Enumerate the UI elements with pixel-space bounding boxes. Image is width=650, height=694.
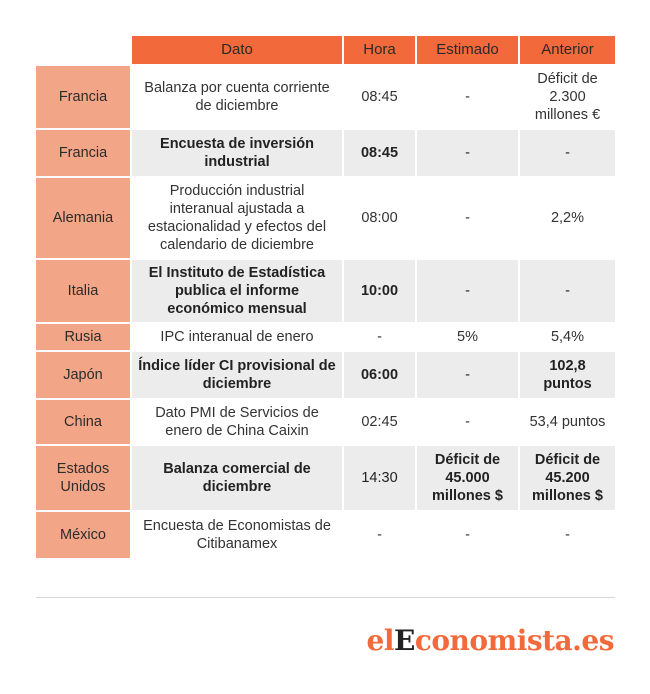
table-row — [36, 352, 615, 400]
header-dato: Dato — [132, 36, 344, 66]
table-row — [36, 324, 615, 352]
row-anterior: 53,4 puntos — [520, 400, 615, 446]
row-anterior: 5,4% — [520, 324, 615, 352]
row-anterior: 2,2% — [520, 178, 615, 260]
table-row — [36, 260, 615, 324]
row-anterior: - — [520, 130, 615, 178]
row-estimado: - — [417, 260, 520, 324]
logo-E: E — [393, 624, 415, 657]
row-dato: Encuesta de Economistas de Citibanamex — [132, 512, 344, 560]
row-hora: 08:00 — [344, 178, 417, 260]
row-country: Italia — [36, 260, 132, 324]
row-country: México — [36, 512, 132, 560]
row-anterior: Déficit de 45.200 millones $ — [520, 446, 615, 512]
table-row — [36, 400, 615, 446]
logo-el: el — [366, 624, 394, 657]
row-hora: 10:00 — [344, 260, 417, 324]
row-estimado: - — [417, 400, 520, 446]
row-hora: 14:30 — [344, 446, 417, 512]
row-anterior: Déficit de 2.300 millones € — [520, 66, 615, 130]
table-row — [36, 512, 615, 560]
row-hora: 08:45 — [344, 130, 417, 178]
table-header — [36, 36, 615, 66]
row-estimado: - — [417, 512, 520, 560]
row-anterior: - — [520, 512, 615, 560]
row-dato: Encuesta de inversión industrial — [132, 130, 344, 178]
row-dato: Balanza por cuenta corriente de diciembre — [132, 66, 344, 130]
row-dato: Índice líder CI provisional de diciembre — [132, 352, 344, 400]
table-row — [36, 178, 615, 260]
row-dato: IPC interanual de enero — [132, 324, 344, 352]
row-country: Alemania — [36, 178, 132, 260]
row-anterior: 102,8 puntos — [520, 352, 615, 400]
header-estimado: Estimado — [417, 36, 520, 66]
row-dato: Dato PMI de Servicios de enero de China Caixin — [132, 400, 344, 446]
footer-divider — [36, 597, 615, 598]
header-corner — [36, 36, 132, 66]
row-country: Estados Unidos — [36, 446, 132, 512]
row-hora: 02:45 — [344, 400, 417, 446]
row-dato: Producción industrial interanual ajustada a estacionalidad y efectos del calendario de diciembre — [132, 178, 344, 260]
eleconomista-logo — [367, 624, 614, 657]
header-hora: Hora — [344, 36, 417, 66]
row-hora: 06:00 — [344, 352, 417, 400]
row-country: Japón — [36, 352, 132, 400]
table-row — [36, 66, 615, 130]
row-estimado: Déficit de 45.000 millones $ — [417, 446, 520, 512]
row-country: Rusia — [36, 324, 132, 352]
row-hora: 08:45 — [344, 66, 417, 130]
row-dato: El Instituto de Estadística publica el informe económico mensual — [132, 260, 344, 324]
row-anterior: - — [520, 260, 615, 324]
row-country: China — [36, 400, 132, 446]
row-hora: - — [344, 324, 417, 352]
row-hora: - — [344, 512, 417, 560]
row-country: Francia — [36, 66, 132, 130]
row-dato: Balanza comercial de diciembre — [132, 446, 344, 512]
table-row — [36, 130, 615, 178]
table-row — [36, 446, 615, 512]
row-estimado: - — [417, 66, 520, 130]
logo-rest: conomista.es — [414, 624, 614, 657]
row-estimado: - — [417, 178, 520, 260]
agenda-table — [36, 36, 615, 560]
row-estimado: - — [417, 352, 520, 400]
row-estimado: 5% — [417, 324, 520, 352]
header-anterior: Anterior — [520, 36, 615, 66]
row-estimado: - — [417, 130, 520, 178]
row-country: Francia — [36, 130, 132, 178]
